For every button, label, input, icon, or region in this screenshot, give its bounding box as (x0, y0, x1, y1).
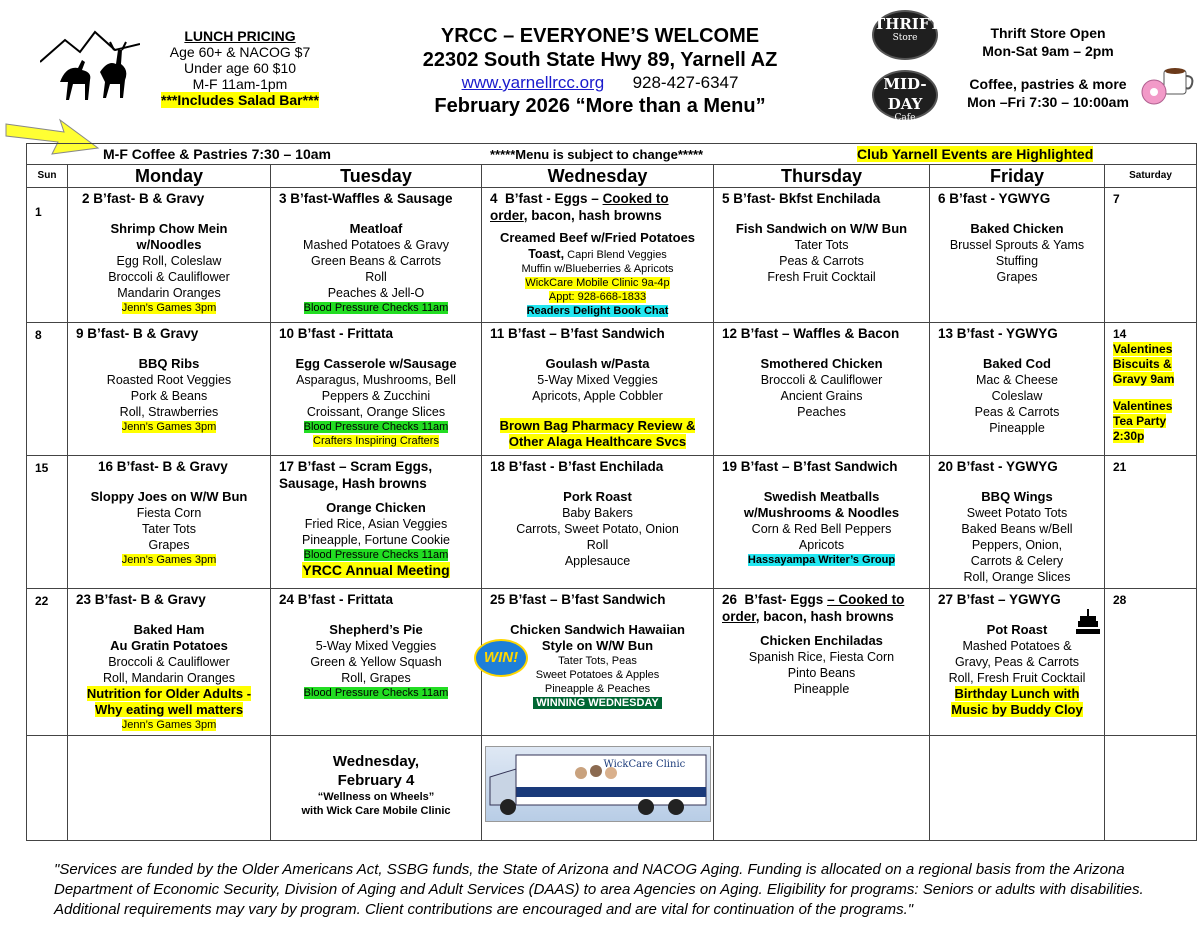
event: Nutrition for Older Adults - (86, 686, 252, 701)
side: Broccoli & Cauliflower (108, 655, 230, 669)
side: Corn & Red Bell Peppers (751, 522, 892, 536)
side: Carrots, Sweet Potato, Onion (516, 522, 679, 536)
breakfast: 12 B’fast – Waffles & Bacon (722, 326, 900, 341)
day-cell (482, 456, 714, 589)
side: Mashed Potatoes & (962, 639, 1072, 653)
breakfast-note: Cooked to order (490, 191, 669, 223)
main-dish: Orange Chicken (326, 500, 426, 515)
side: Tater Tots, Peas (558, 655, 637, 667)
side: Roll, Mandarin Oranges (102, 671, 235, 685)
side: Carrots & Celery (970, 554, 1064, 568)
side: Spanish Rice, Fiesta Corn (748, 650, 895, 664)
main-dish: Pot Roast (986, 622, 1048, 637)
saturday-cell (1105, 323, 1196, 444)
main-dish: Egg Casserole w/Sausage (295, 356, 457, 371)
side: Roll, Strawberries (119, 405, 219, 419)
day-cell (68, 589, 271, 736)
thrift-logo-text: THRIFT (874, 15, 941, 33)
day-header: Friday (930, 165, 1105, 188)
breakfast: 25 B’fast – B’fast Sandwich (490, 592, 666, 607)
side: Green & Yellow Squash (310, 655, 442, 669)
main-dish: Sloppy Joes on W/W Bun (90, 489, 248, 504)
week-row (27, 589, 1197, 736)
side: Broccoli & Cauliflower (108, 270, 230, 284)
event: Blood Pressure Checks 11am (303, 687, 449, 699)
thrift-info (958, 24, 1138, 60)
side: Egg Roll, Coleslaw (116, 254, 222, 268)
breakfast-note: – Cooked to order (722, 592, 905, 624)
menu-change-notice: *****Menu is subject to change***** (490, 147, 704, 162)
breakfast: 2 B’fast- B & Gravy (82, 191, 205, 206)
event: Blood Pressure Checks 11am (303, 421, 449, 433)
breakfast: 16 B’fast- B & Gravy (98, 459, 228, 474)
side: Roll (365, 270, 387, 284)
side: Sweet Potato Tots (966, 506, 1068, 520)
event: WickCare Mobile Clinic 9a-4p (525, 277, 670, 289)
main-dish: w/Mushrooms & Noodles (743, 505, 900, 520)
day-cell (714, 188, 930, 323)
breakfast-text: , bacon, hash browns (523, 208, 662, 223)
side: Apricots (798, 538, 845, 552)
breakfast: 19 B’fast – B’fast Sandwich (722, 459, 898, 474)
side: Roll, Fresh Fruit Cocktail (948, 671, 1086, 685)
side: Pineapple, Fortune Cookie (301, 533, 450, 547)
deer-logo (40, 22, 140, 100)
side: Apricots, Apple Cobbler (532, 389, 663, 403)
main-dish: Au Gratin Potatoes (110, 638, 228, 653)
header-center (380, 24, 820, 118)
lunch-pricing (140, 28, 340, 108)
side: Sweet Potatoes & Apples (535, 669, 660, 681)
breakfast: 18 B’fast - B’fast Enchilada (490, 459, 664, 474)
breakfast (482, 188, 713, 224)
day-cell (68, 456, 271, 589)
day-cell (930, 589, 1105, 736)
pricing-line: Age 60+ & NACOG $7 (169, 44, 311, 60)
event: Blood Pressure Checks 11am (303, 549, 449, 561)
day-header: Sun (27, 165, 68, 188)
day-cell (482, 188, 714, 323)
main-dish: Pork Roast (563, 489, 632, 504)
event: Brown Bag Pharmacy Review & (499, 418, 696, 433)
day-cell (930, 323, 1105, 456)
day-number: 4 (490, 191, 498, 206)
side: Tater Tots (142, 522, 196, 536)
side: Fried Rice, Asian Veggies (304, 517, 448, 531)
day-cell (930, 456, 1105, 589)
day-number: 21 (1113, 460, 1127, 474)
breakfast: 3 B’fast-Waffles & Sausage (279, 191, 453, 206)
side: Green Beans & Carrots (311, 254, 441, 268)
event: Jenn’s Games 3pm (121, 719, 217, 731)
side: Peaches (797, 405, 846, 419)
side: Gravy, Peas & Carrots (954, 655, 1080, 669)
day-number: 14 (1113, 327, 1127, 341)
salad-bar-note: ***Includes Salad Bar*** (161, 92, 319, 108)
side: Fiesta Corn (136, 506, 202, 520)
side: 5-Way Mixed Veggies (537, 373, 658, 387)
main-dish: Smothered Chicken (760, 356, 883, 371)
midday-cafe-logo (872, 70, 938, 123)
week-row (27, 736, 1197, 841)
main-dish: Baked Ham (133, 622, 205, 637)
breakfast: 9 B’fast- B & Gravy (76, 326, 199, 341)
week-row (27, 188, 1197, 323)
main-dish: BBQ Wings (981, 489, 1053, 504)
side: Coleslaw (991, 389, 1043, 403)
event: Why eating well matters (94, 702, 244, 717)
pricing-title: LUNCH PRICING (184, 28, 296, 44)
event: Jenn’s Games 3pm (121, 554, 217, 566)
main-dish: Baked Chicken (970, 221, 1064, 236)
calendar-table (26, 143, 1197, 841)
side: Croissant, Orange Slices (306, 405, 446, 419)
day-cell (714, 456, 930, 589)
day-cell (271, 323, 482, 456)
event: YRCC Annual Meeting (302, 562, 450, 578)
day-cell (271, 188, 482, 323)
event: Jenn’s Games 3pm (121, 421, 217, 433)
main-dish: Shrimp Chow Mein (110, 221, 228, 236)
website-link[interactable]: www.yarnellrcc.org (461, 73, 605, 92)
side: 5-Way Mixed Veggies (315, 639, 437, 653)
day-cell (482, 589, 714, 736)
day-number: 1 (35, 205, 42, 219)
event: Valentines (1113, 399, 1173, 413)
event: Biscuits & (1113, 357, 1172, 371)
side: Pinto Beans (787, 666, 856, 680)
event: Gravy 9am (1113, 372, 1175, 386)
event: Hassayampa Writer’s Group (747, 554, 896, 566)
day-number: 22 (35, 594, 49, 608)
side: Baby Bakers (562, 506, 633, 520)
side: Stuffing (995, 254, 1039, 268)
month-title: February 2026 “More than a Menu” (434, 95, 766, 117)
day-cell (68, 323, 271, 456)
side: Peppers & Zucchini (321, 389, 431, 403)
phone: 928-427-6347 (632, 73, 739, 92)
day-cell (482, 323, 714, 456)
day-cell (271, 589, 482, 736)
midday-info (958, 75, 1138, 111)
coffee-hours: M-F Coffee & Pastries 7:30 – 10am (103, 146, 331, 162)
main-dish: Style on W/W Bun (541, 638, 654, 653)
main-dish: Swedish Meatballs (763, 489, 880, 504)
side: Tater Tots (794, 238, 849, 252)
breakfast: 11 B’fast – B’fast Sandwich (490, 326, 665, 341)
side: Pork & Beans (130, 389, 208, 403)
day-header: Tuesday (271, 165, 482, 188)
page-title: YRCC – EVERYONE’S WELCOME (440, 25, 760, 47)
calendar-topbar (27, 144, 1197, 165)
week-row (27, 323, 1197, 456)
day-number: 7 (1113, 192, 1120, 206)
main-dish: Creamed Beef w/Fried Potatoes (499, 230, 696, 245)
side: Peas & Carrots (779, 254, 864, 268)
thrift-hours: Mon-Sat 9am – 2pm (982, 43, 1114, 59)
breakfast: 20 B’fast - YGWYG (938, 459, 1058, 474)
day-header: Wednesday (482, 165, 714, 188)
event: Valentines (1113, 342, 1173, 356)
pricing-line: M-F 11am-1pm (192, 76, 288, 92)
breakfast: 23 B’fast- B & Gravy (76, 592, 206, 607)
breakfast (714, 589, 929, 625)
main-dish: Toast, (528, 247, 565, 261)
main-dish: Chicken Sandwich Hawaiian (510, 622, 685, 637)
side: Roll, Grapes (341, 671, 411, 685)
side: Roasted Root Veggies (106, 373, 232, 387)
thrift-line: Thrift Store Open (990, 25, 1106, 41)
side: Pineapple (793, 682, 850, 696)
win-badge-text: WIN! (483, 649, 519, 666)
midday-logo-subtext: Cafe (894, 113, 916, 123)
wellness-subtitle: with Wick Care Mobile Clinic (301, 805, 451, 817)
event: Birthday Lunch with (954, 686, 1080, 701)
wellness-date: Wednesday, (332, 753, 420, 770)
event: Other Alaga Healthcare Svcs (508, 434, 687, 449)
truck-label: WickCare Clinic (603, 759, 686, 770)
side: Pineapple & Peaches (544, 683, 651, 695)
main-dish: Fish Sandwich on W/W Bun (735, 221, 908, 236)
event: Blood Pressure Checks 11am (303, 302, 449, 314)
side: Peppers, Onion, (971, 538, 1063, 552)
side: Mashed Potatoes & Gravy (303, 238, 449, 252)
weekday-header (27, 165, 1197, 188)
day-number: 28 (1113, 593, 1127, 607)
day-number: 26 (722, 592, 738, 607)
thrift-store-logo (872, 10, 941, 60)
side: Mac & Cheese (976, 373, 1058, 387)
event: Jenn’s Games 3pm (121, 302, 217, 314)
breakfast: 13 B’fast - YGWYG (938, 326, 1058, 341)
side: Peas & Carrots (974, 405, 1060, 419)
side: Brussel Sprouts & Yams (949, 238, 1085, 252)
pricing-line: Under age 60 $10 (183, 60, 297, 76)
side: Baked Beans w/Bell (961, 522, 1073, 536)
event: Music by Buddy Cloy (951, 702, 1083, 717)
day-cell (714, 589, 930, 736)
day-cell (68, 188, 271, 323)
main-dish: Chicken Enchiladas (760, 633, 883, 648)
breakfast: 27 B’fast – YGWYG (938, 592, 1061, 607)
midday-logo-text: MID-DAY (883, 75, 927, 113)
day-cell (714, 323, 930, 456)
breakfast-text: B’fast - Eggs – (505, 191, 603, 206)
funding-disclaimer: "Services are funded by the Older Americans Act, SSBG funds, the State of Arizona and NACOG Aging. Funding is allocated on a regional basis from the Arizona Department of Economic Security, Division of Aging and Adult Services (DAAS) to area Agencies on Aging. Eligibility for programs: Seniors or adults with disabilities. Additional requirements may vary by program. Client contributions are encouraged and are vital for continuation of the programs." (54, 861, 1144, 918)
side: Peaches & Jell-O (327, 286, 425, 300)
events-highlight-note: Club Yarnell Events are Highlighted (857, 146, 1094, 162)
day-header: Monday (68, 165, 271, 188)
birthday-cake-icon (1076, 607, 1100, 637)
wellness-cell (271, 736, 482, 841)
main-dish: BBQ Ribs (138, 356, 200, 371)
side: Pineapple (989, 421, 1045, 435)
event: Tea Party (1113, 414, 1167, 428)
mobile-clinic-image (482, 736, 714, 841)
day-number: 8 (35, 328, 42, 342)
wellness-title: “Wellness on Wheels” (317, 791, 435, 803)
breakfast-text: , bacon, hash browns (755, 609, 894, 624)
coffee-donut-icon (1140, 62, 1196, 106)
breakfast: 5 B’fast- Bkfst Enchilada (722, 191, 881, 206)
side: Applesauce (564, 554, 631, 568)
side: Roll (586, 538, 609, 552)
day-number: 15 (35, 461, 49, 475)
address: 22302 South State Hwy 89, Yarnell AZ (422, 49, 778, 71)
main-dish: Baked Cod (983, 356, 1051, 371)
breakfast: 17 B’fast – Scram Eggs, Sausage, Hash browns (279, 459, 433, 491)
side: Roll, Orange Slices (963, 570, 1071, 584)
week-row (27, 456, 1197, 589)
main-dish: w/Noodles (136, 237, 202, 252)
midday-line: Coffee, pastries & more (969, 76, 1127, 92)
main-dish: Goulash w/Pasta (545, 356, 650, 371)
day-cell (271, 456, 482, 589)
wellness-date: February 4 (337, 772, 415, 789)
side: Fresh Fruit Cocktail (767, 270, 876, 284)
day-header: Thursday (714, 165, 930, 188)
side: Mandarin Oranges (117, 286, 221, 300)
midday-hours: Mon –Fri 7:30 – 10:00am (967, 94, 1129, 110)
breakfast: 10 B’fast - Frittata (279, 326, 394, 341)
breakfast: 24 B’fast - Frittata (279, 592, 394, 607)
event: Appt: 928-668-1833 (548, 291, 647, 303)
breakfast: 6 B’fast - YGWYG (938, 191, 1051, 206)
thrift-logo-subtext: Store (892, 33, 918, 43)
day-cell (930, 188, 1105, 323)
side: Broccoli & Cauliflower (760, 373, 883, 387)
win-badge-icon (474, 639, 528, 677)
main-dish: Meatloaf (349, 221, 403, 236)
event: Crafters Inspiring Crafters (313, 435, 439, 447)
side: Capri Blend Veggies (564, 249, 667, 261)
breakfast-text: B’fast- Eggs (744, 592, 828, 607)
side: Asparagus, Mushrooms, Bell (296, 373, 456, 387)
event: Readers Delight Book Chat (526, 305, 669, 317)
event: 2:30p (1113, 429, 1145, 443)
side: Ancient Grains (780, 389, 863, 403)
day-header: Saturday (1105, 165, 1197, 188)
side: Grapes (148, 538, 190, 552)
side: Grapes (996, 270, 1038, 284)
main-dish: Shepherd’s Pie (329, 622, 423, 637)
side: Muffin w/Blueberries & Apricots (521, 263, 674, 275)
event: WINNING WEDNESDAY (533, 697, 661, 709)
